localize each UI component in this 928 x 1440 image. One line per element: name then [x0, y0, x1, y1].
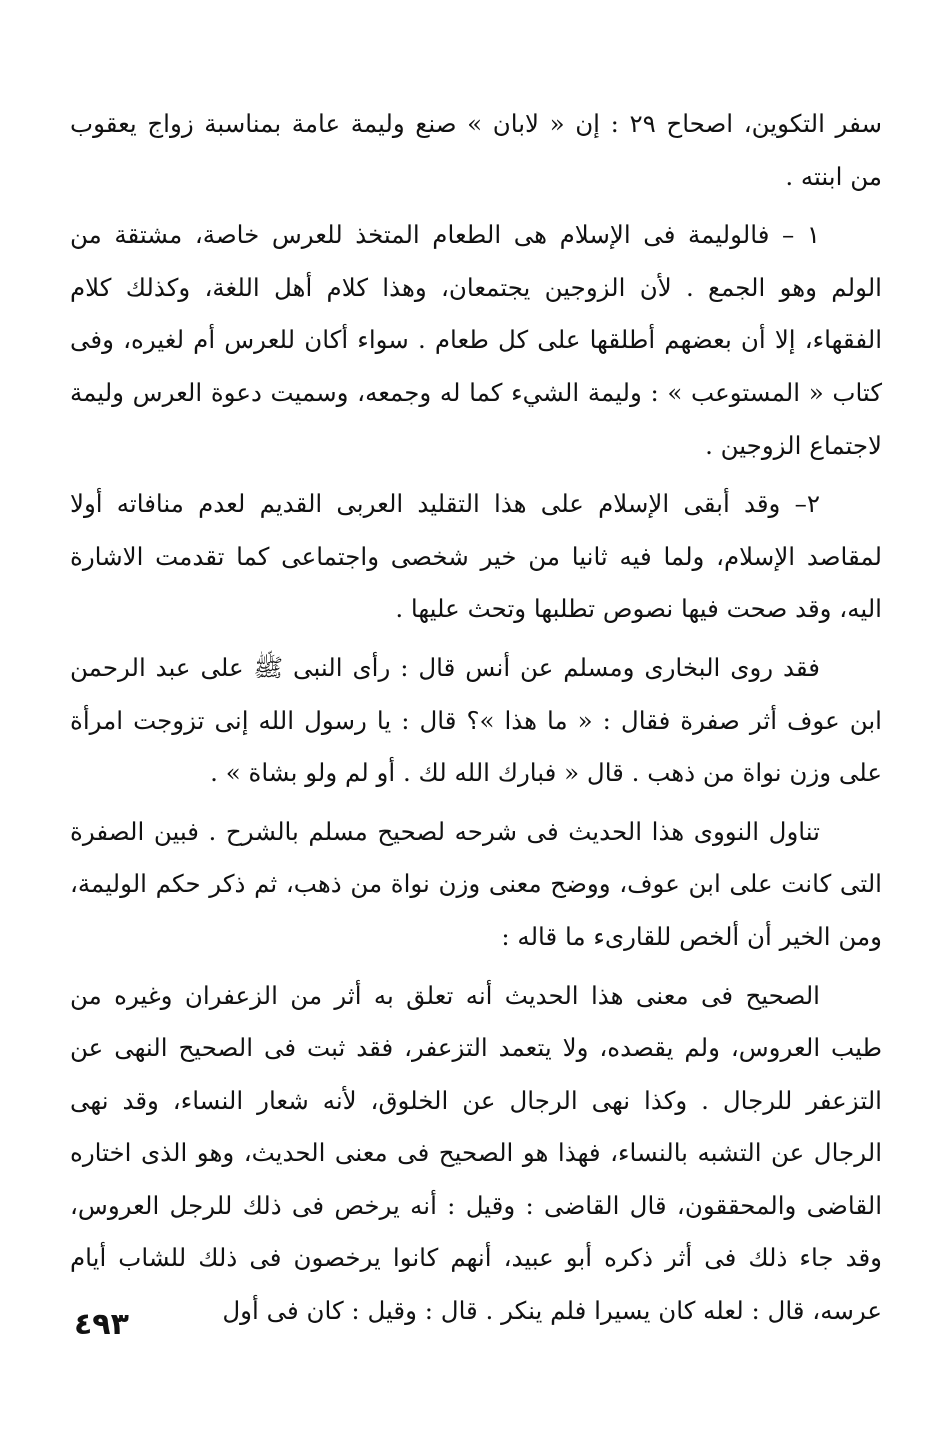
page-number: ٤٩٣	[74, 1307, 129, 1342]
paragraph-walima-definition: ١ – فالوليمة فى الإسلام هى الطعام المتخذ للعرس خاصة، مشتقة من الولم وهو الجمع . لأن الزوجين يجتمعان، وهذا كلام أهل اللغة، وكذلك كلام الفقهاء، إلا أن بعضهم أطلقها على كل طعام . سواء أكان للعرس أم لغيره، وفى كتاب « المستوعب » : وليمة الشيء كما له وجمعه، وسميت دعوة العرس وليمة لاجتماع الزوجين .	[70, 220, 882, 460]
paragraph-nawawi-commentary: تناول النووى هذا الحديث فى شرحه لصحيح مسلم بالشرح . فبين الصفرة التى كانت على ابن عوف، ووضح معنى وزن نواة من ذهب، ثم ذكر حكم الوليمة، ومن الخير أن ألخص للقارىء ما قاله :	[70, 816, 882, 951]
body-text	[70, 98, 882, 1344]
paragraph-hadith-narration: فقد روى البخارى ومسلم عن أنس قال : رأى النبى ﷺ على عبد الرحمن ابن عوف أثر صفرة فقال : « ما هذا »؟ قال : يا رسول الله إنى تزوجت امرأة على وزن نواة من ذهب . قال « فبارك الله لك . أو لم ولو بشاة » .	[70, 652, 882, 788]
paragraph-saffron-explanation: الصحيح فى معنى هذا الحديث أنه تعلق به أثر من الزعفران وغيره من طيب العروس، ولم يقصده، ولا يتعمد التزعفر، فقد ثبت فى الصحيح النهى عن التزعفر للرجال . وكذا نهى الرجال عن الخلوق، لأنه شعار النساء، وقد نهى الرجال عن التشبه بالنساء، فهذا هو الصحيح فى معنى الحديث، وهو الذى اختاره القاضى والمحققون، قال القاضى : وقيل : أنه يرخص فى ذلك للرجل العروس، وقد جاء ذلك فى أثر ذكره أبو عبيد، أنهم كانوا يرخصون فى ذلك للشاب أيام عرسه، قال : لعله كان يسيرا فلم ينكر . قال : وقيل : كان فى أول	[70, 980, 882, 1326]
paragraph-genesis-reference: سفر التكوين، اصحاح ٢٩ : إن « لابان » صنع وليمة عامة بمناسبة زواج يعقوب من ابنته .	[70, 109, 882, 191]
paragraph-islam-kept-tradition: ٢– وقد أبقى الإسلام على هذا التقليد العربى القديم لعدم منافاته أولا لمقاصد الإسلام، ولما فيه ثانيا من خير شخصى واجتماعى كما تقدمت الاشارة اليه، وقد صحت فيها نصوص تطلبها وتحث عليها .	[70, 489, 882, 624]
